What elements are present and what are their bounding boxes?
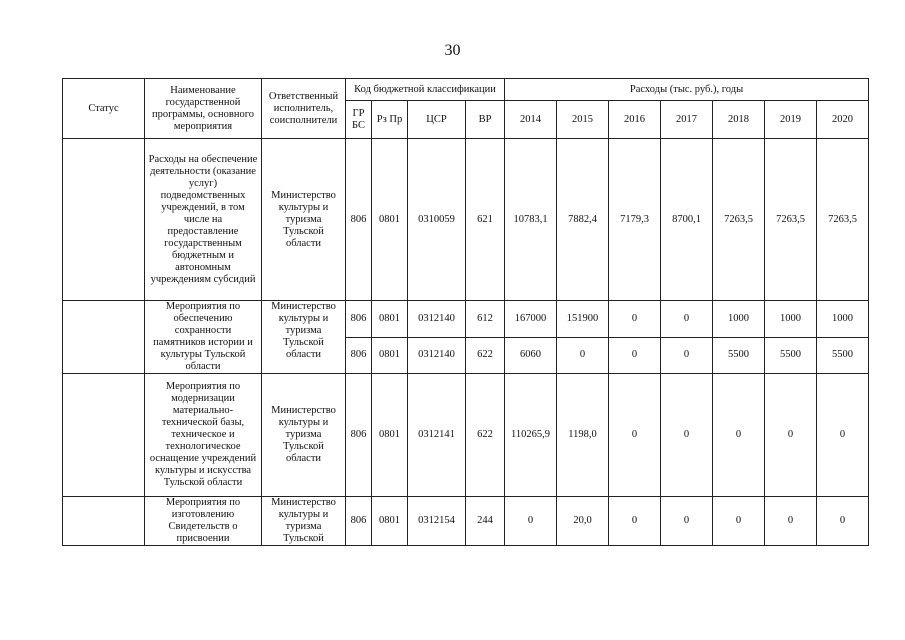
value-cell: 8700,1	[661, 139, 713, 301]
value-cell: 0	[817, 374, 869, 497]
status-cell	[63, 374, 145, 497]
value-cell: 7263,5	[765, 139, 817, 301]
value-cell: 1000	[817, 301, 869, 338]
grbs-cell: 806	[346, 497, 372, 546]
rzpr-cell: 0801	[372, 139, 408, 301]
vr-cell: 244	[466, 497, 505, 546]
value-cell: 0	[609, 301, 661, 338]
header-year: 2017	[661, 101, 713, 139]
executor-cell: Министерство культуры и туризма Тульской области	[262, 301, 346, 374]
value-cell: 7263,5	[713, 139, 765, 301]
csr-cell: 0310059	[408, 139, 466, 301]
status-cell	[63, 301, 145, 374]
activity-name: Мероприятия по модернизации материально-технической базы, техническое и технологическое оснащение учреждений культуры и искусства Тульской области	[145, 374, 262, 497]
value-cell: 151900	[557, 301, 609, 338]
header-executor: Ответственный исполнитель, соисполнители	[262, 79, 346, 139]
header-year: 2014	[505, 101, 557, 139]
value-cell: 5500	[713, 337, 765, 374]
header-name: Наименование государственной программы, основного мероприятия	[145, 79, 262, 139]
value-cell: 7179,3	[609, 139, 661, 301]
table-row	[63, 301, 869, 338]
value-cell: 10783,1	[505, 139, 557, 301]
header-row-top	[63, 79, 869, 101]
page-number: 30	[444, 42, 461, 59]
value-cell: 0	[765, 497, 817, 546]
value-cell: 0	[661, 374, 713, 497]
header-expenses: Расходы (тыс. руб.), годы	[505, 79, 869, 101]
value-cell: 0	[661, 301, 713, 338]
value-cell: 167000	[505, 301, 557, 338]
value-cell: 110265,9	[505, 374, 557, 497]
activity-name: Мероприятия по изготовлению Свидетельств о присвоении	[145, 497, 262, 546]
value-cell: 0	[505, 497, 557, 546]
header-year: 2015	[557, 101, 609, 139]
activity-name: Расходы на обеспечение деятельности (оказание услуг) подведомственных учреждений, в том числе на предоставление государственным бюджетным и автономным учреждениям субсидий	[145, 139, 262, 301]
header-csr: ЦСР	[408, 101, 466, 139]
table-row	[63, 374, 869, 497]
csr-cell: 0312141	[408, 374, 466, 497]
value-cell: 1198,0	[557, 374, 609, 497]
csr-cell: 0312154	[408, 497, 466, 546]
header-year: 2019	[765, 101, 817, 139]
grbs-cell: 806	[346, 301, 372, 338]
header-year: 2020	[817, 101, 869, 139]
vr-cell: 622	[466, 374, 505, 497]
value-cell: 6060	[505, 337, 557, 374]
header-budget-code: Код бюджетной классификации	[346, 79, 505, 101]
value-cell: 0	[609, 497, 661, 546]
grbs-cell: 806	[346, 337, 372, 374]
vr-cell: 622	[466, 337, 505, 374]
csr-cell: 0312140	[408, 337, 466, 374]
value-cell: 7882,4	[557, 139, 609, 301]
value-cell: 0	[661, 337, 713, 374]
rzpr-cell: 0801	[372, 497, 408, 546]
header-grbs: ГР БС	[346, 101, 372, 139]
value-cell: 0	[765, 374, 817, 497]
header-vr: ВР	[466, 101, 505, 139]
executor-cell: Министерство культуры и туризма Тульской области	[262, 139, 346, 301]
status-cell	[63, 497, 145, 546]
header-rzpr: Рз Пр	[372, 101, 408, 139]
rzpr-cell: 0801	[372, 301, 408, 338]
budget-table	[62, 78, 869, 546]
value-cell: 0	[557, 337, 609, 374]
executor-cell: Министерство культуры и туризма Тульской	[262, 497, 346, 546]
value-cell: 5500	[765, 337, 817, 374]
value-cell: 0	[609, 374, 661, 497]
vr-cell: 612	[466, 301, 505, 338]
header-year: 2018	[713, 101, 765, 139]
header-status: Статус	[63, 79, 145, 139]
grbs-cell: 806	[346, 139, 372, 301]
rzpr-cell: 0801	[372, 374, 408, 497]
grbs-cell: 806	[346, 374, 372, 497]
value-cell: 0	[817, 497, 869, 546]
executor-cell: Министерство культуры и туризма Тульской области	[262, 374, 346, 497]
csr-cell: 0312140	[408, 301, 466, 338]
rzpr-cell: 0801	[372, 337, 408, 374]
value-cell: 20,0	[557, 497, 609, 546]
value-cell: 0	[609, 337, 661, 374]
value-cell: 0	[661, 497, 713, 546]
value-cell: 1000	[765, 301, 817, 338]
table-row	[63, 497, 869, 546]
header-year: 2016	[609, 101, 661, 139]
vr-cell: 621	[466, 139, 505, 301]
activity-name: Мероприятия по обеспечению сохранности памятников истории и культуры Тульской области	[145, 301, 262, 374]
value-cell: 1000	[713, 301, 765, 338]
value-cell: 5500	[817, 337, 869, 374]
value-cell: 7263,5	[817, 139, 869, 301]
status-cell	[63, 139, 145, 301]
value-cell: 0	[713, 374, 765, 497]
value-cell: 0	[713, 497, 765, 546]
table-row	[63, 139, 869, 301]
